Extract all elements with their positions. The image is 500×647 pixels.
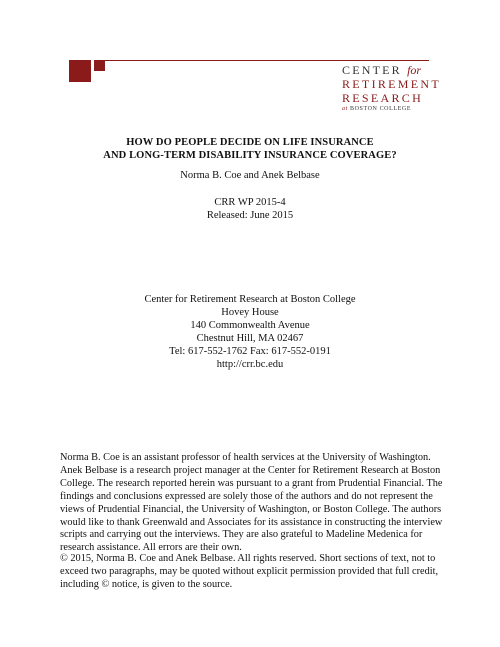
author-note-paragraph: Norma B. Coe is an assistant professor of health services at the University of Washington. Anek Belbase is a research project manager at the Center for Retirement Research at Boston College. The research reported herein was pursuant to a grant from Prudential Financial. The findings and conclusions expressed are solely those of the authors and do not represent the views of Prudential Financial, the University of Washington, or Boston College. The authors would like to thank Greenwald and Associates for its assistance in constructing the interview scripts and carrying out the interviews. They are also grateful to Madeline Medenica for research assistance. All errors are their own. — [60, 452, 443, 554]
paper-authors: Norma B. Coe and Anek Belbase — [180, 170, 320, 181]
paper-title-line-1: HOW DO PEOPLE DECIDE ON LIFE INSURANCE — [126, 137, 374, 148]
logo-at-text: at — [342, 106, 348, 112]
address-city: Chestnut Hill, MA 02467 — [196, 333, 304, 344]
logo-square-small — [94, 60, 105, 71]
release-date: Released: June 2015 — [206, 210, 294, 221]
logo-line-boston-college — [342, 105, 432, 114]
address-phone: Tel: 617-552-1762 Fax: 617-552-0191 — [169, 346, 331, 357]
paper-info — [40, 196, 460, 222]
address-url[interactable]: http://crr.bc.edu — [216, 359, 284, 370]
logo-line-center — [342, 63, 432, 77]
address-org: Center for Retirement Research at Boston College — [144, 294, 356, 305]
paper-title-line-2: AND LONG-TERM DISABILITY INSURANCE COVERAGE? — [103, 150, 397, 161]
paper-title — [40, 136, 460, 162]
logo-bc-text: BOSTON COLLEGE — [349, 106, 412, 112]
address-street: 140 Commonwealth Avenue — [190, 320, 310, 331]
logo-center-text: CENTER — [342, 63, 402, 77]
logo-square-large — [69, 60, 91, 82]
address-block — [40, 293, 460, 371]
logo-line-retirement: RETIREMENT — [342, 77, 441, 91]
logo-line-research: RESEARCH — [342, 91, 424, 105]
crr-logo — [342, 63, 441, 114]
address-building: Hovey House — [221, 307, 279, 318]
paper-number: CRR WP 2015-4 — [214, 197, 286, 208]
logo-rule — [105, 60, 429, 61]
logo-for-text: for — [407, 63, 422, 77]
copyright-paragraph: © 2015, Norma B. Coe and Anek Belbase. All rights reserved. Short sections of text, not to exceed two paragraphs, may be quoted without explicit permission provided that full credit, including © notice, is given to the source. — [60, 553, 439, 590]
